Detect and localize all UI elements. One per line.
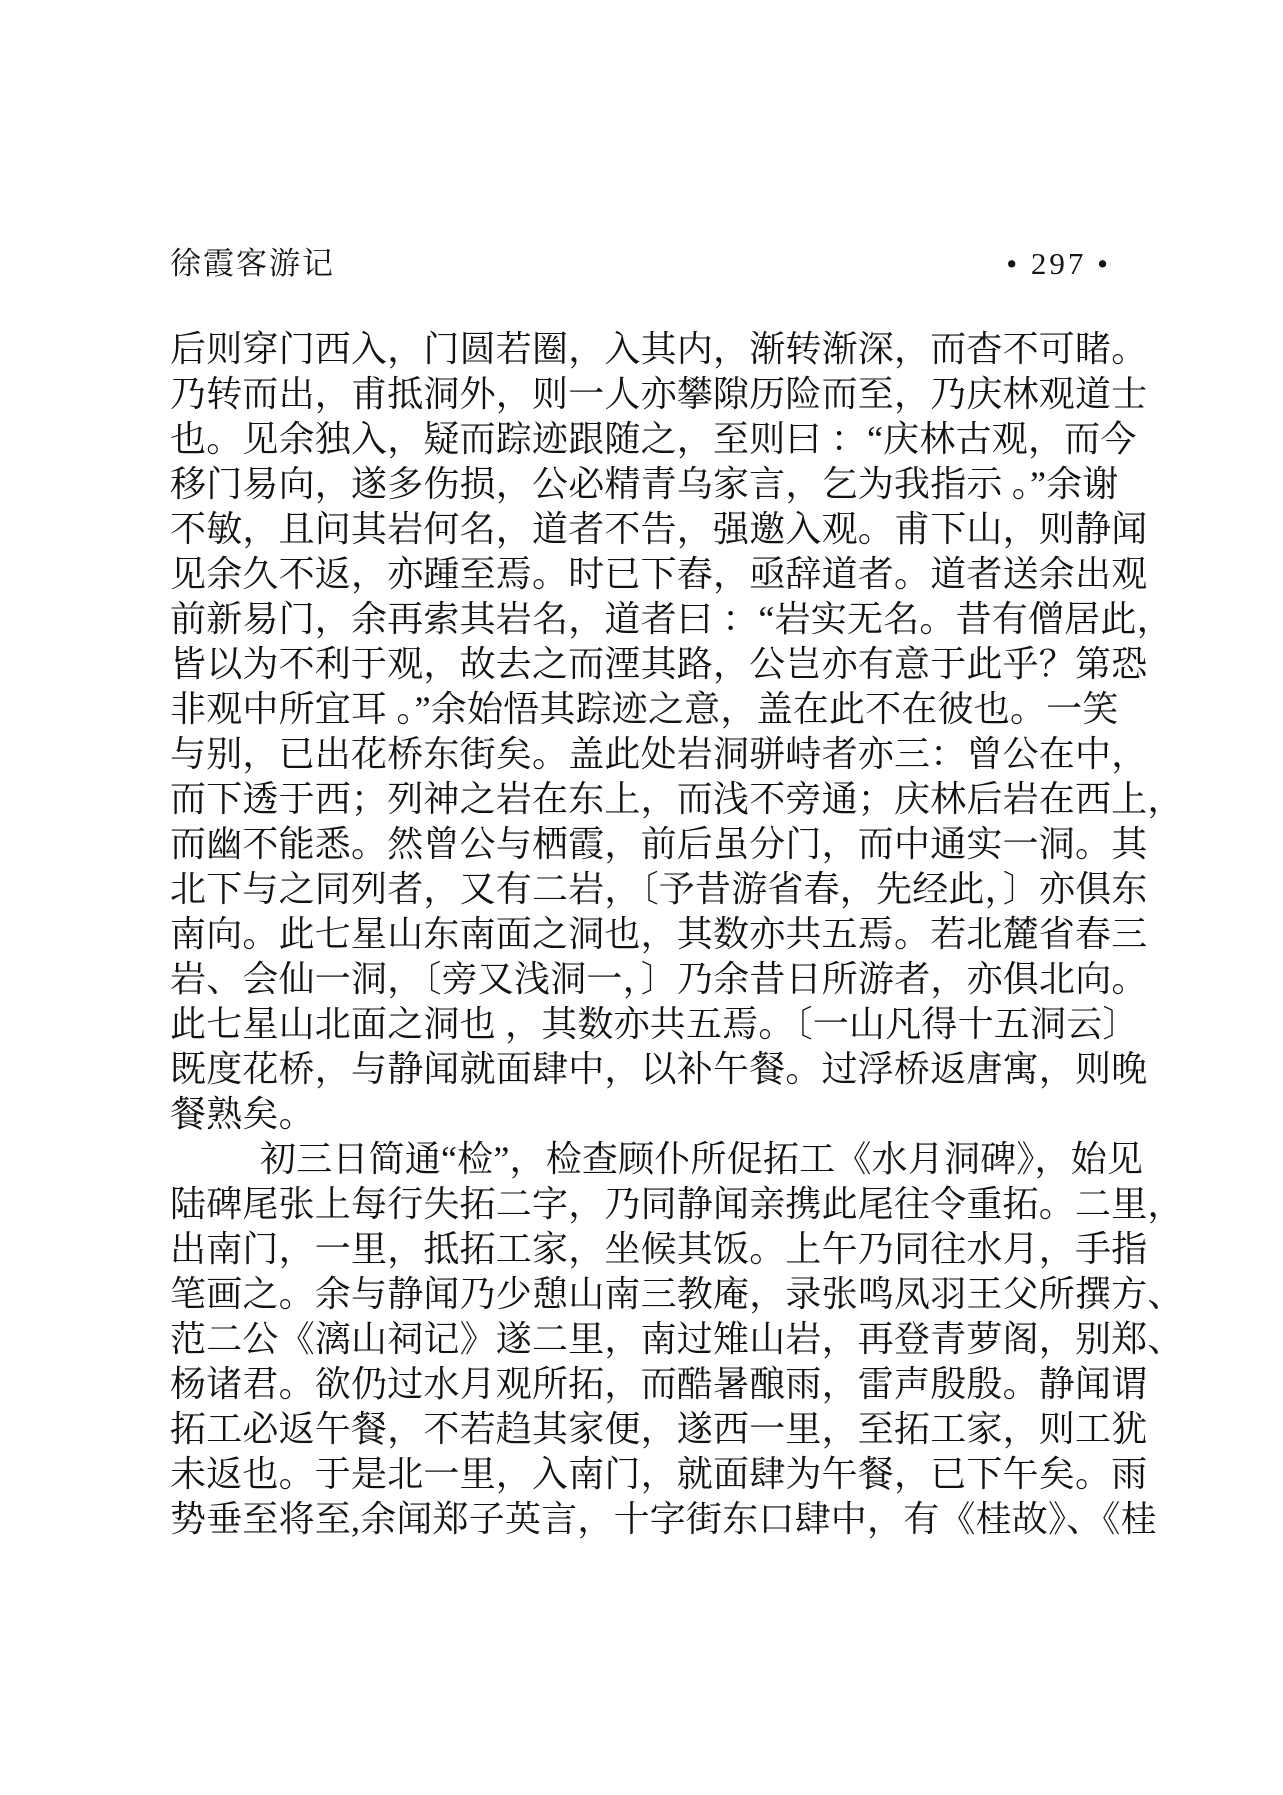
- text-line: 餐熟矣。: [170, 1094, 315, 1134]
- running-header: [170, 238, 1111, 283]
- text-line: 前新易门，余再索其岩名，道者曰 ：“岩实无名。昔有僧居此，: [170, 599, 1173, 639]
- text-line: 不敏，且问其岩何名，道者不告，强邀入观。甫下山，则静闻: [170, 509, 1148, 549]
- text-line: 范二公《漓山祠记》遂二里，南过雉山岩，再登青萝阁，别郑、: [170, 1319, 1184, 1359]
- text-line: 北下与之同列者，又有二岩，〔予昔游省春，先经此，〕亦俱东: [170, 869, 1148, 909]
- text-line: 乃转而出，甫抵洞外，则一人亦攀隙历险而至，乃庆林观道士: [170, 374, 1148, 414]
- text-line: 既度花桥，与静闻就面肆中，以补午餐。过浮桥返唐寓，则晚: [170, 1049, 1148, 1089]
- text-line: 初三日简通“检”，检查顾仆所促拓工《水月洞碑》，始见: [260, 1139, 1144, 1179]
- text-line: 势垂至将至,余闻郑子英言，十字街东口肆中，有《桂故》、《桂: [170, 1499, 1157, 1539]
- text-line: 出南门，一里，抵拓工家，坐候其饭。上午乃同往水月，手指: [170, 1229, 1148, 1269]
- text-line: 皆以为不利于观，故去之而湮其路，公岂亦有意于此乎？第恐: [170, 644, 1148, 684]
- text-line: 非观中所宜耳 。”余始悟其踪迹之意，盖在此不在彼也。一笑: [170, 689, 1119, 729]
- text-line: 与别，已出花桥东街矣。盖此处岩洞骈峙者亦三：曾公在中，: [170, 734, 1148, 774]
- text-line: 而幽不能悉。然曾公与栖霞，前后虽分门，而中通实一洞。其: [170, 824, 1148, 864]
- text-line: 未返也。于是北一里，入南门，就面肆为午餐，已下午矣。雨: [170, 1454, 1148, 1494]
- text-line: 拓工必返午餐，不若趋其家便，遂西一里，至拓工家，则工犹: [170, 1409, 1148, 1449]
- page-number: • 297 •: [1006, 246, 1111, 281]
- text-line: 杨诸君。欲仍过水月观所拓，而酷暑酿雨，雷声殷殷。静闻谓: [170, 1364, 1148, 1404]
- text-line: 也。见余独入，疑而踪迹跟随之，至则曰 ：“庆林古观，而今: [170, 419, 1137, 459]
- text-line: 而下透于西；列神之岩在东上，而浅不旁通；庆林后岩在西上，: [170, 779, 1184, 819]
- text-line: 陆碑尾张上每行失拓二字，乃同静闻亲携此尾往令重拓。二里，: [170, 1184, 1184, 1224]
- text-line: 后则穿门西入，门圆若圈，入其内，渐转渐深，而杳不可睹。: [170, 329, 1148, 369]
- text-line: 南向。此七星山东南面之洞也，其数亦共五焉。若北麓省春三: [170, 914, 1148, 954]
- text-line: 笔画之。余与静闻乃少憩山南三教庵，录张鸣凤羽王父所撰方、: [170, 1274, 1184, 1314]
- text-line: 此七星山北面之洞也 ，其数亦共五焉。〔一山凡得十五洞云〕: [170, 1004, 1139, 1044]
- text-line: 移门易向，遂多伤损，公必精青乌家言，乞为我指示 。”余谢: [170, 464, 1119, 504]
- text-line: 见余久不返，亦踵至焉。时已下舂，亟辞道者。道者送余出观: [170, 554, 1148, 594]
- book-title: 徐霞客游记: [170, 246, 335, 281]
- body-text: [170, 327, 1184, 1542]
- text-line: 岩、会仙一洞，〔旁又浅洞一，〕乃余昔日所游者，亦俱北向。: [170, 959, 1148, 999]
